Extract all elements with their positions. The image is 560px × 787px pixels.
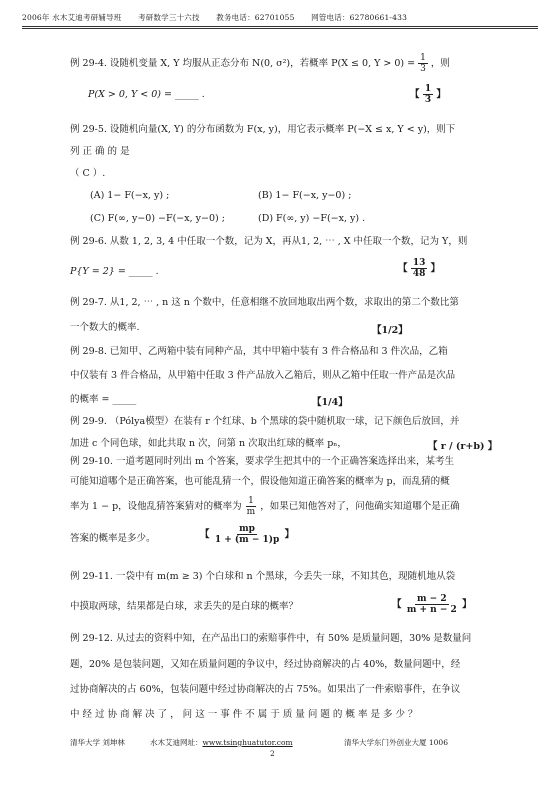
problem-29-5-option-d: (D) F(∞, y) −F(−x, y) . [258, 213, 366, 224]
problem-29-9-answer: 【 r / (r+b) 】 [428, 441, 498, 452]
problem-29-10-line-4: 答案的概率是多少。 [70, 533, 156, 544]
problem-29-9-line-1: 例 29-9. （Pólya模型）在装有 r 个红球、b 个黑球的袋中随机取一球，记下颜色后放回，并 [70, 416, 460, 427]
footer-website: 水木艾迪网址：www.tsinghuatutor.com [150, 738, 293, 747]
problem-29-6-line-1: 例 29-6. 从数 1, 2, 3, 4 中任取一个数，记为 X，再从1, 2, ⋯ , X 中任取一个数，记为 Y，则 [70, 236, 468, 247]
problem-29-7-answer: 【1/2】 [372, 325, 408, 336]
problem-29-5-line-1: 例 29-5. 设随机向量(X, Y) 的分布函数为 F(x, y)，用它表示概率 P(−X ≤ x, Y < y)，则下 [70, 124, 456, 135]
problem-29-4-line-1: 例 29-4. 设随机变量 X, Y 均服从正态分布 N(0, σ²)，若概率 P(X ≤ 0, Y > 0) = $\frac{1}{3}$ ，则 [70, 53, 450, 74]
problem-29-5-option-a: (A) 1− F(−x, y) ; [90, 190, 170, 201]
header-title: 考研数学三十六技 [138, 13, 200, 22]
problem-29-5-option-b: (B) 1− F(−x, y−0) ; [258, 190, 352, 201]
problem-29-6-answer: 【 $\frac{13}{48}$ 】 [398, 258, 441, 279]
problem-29-6-line-2: P{Y = 2} = _____ . [70, 266, 159, 277]
problem-29-11-line-1: 例 29-11. 一袋中有 m(m ≥ 3) 个白球和 n 个黑球，今丢失一球，不知其色，现随机地从袋 [70, 571, 456, 582]
problem-29-10-line-1: 例 29-10. 一道考题同时列出 m 个答案，要求学生把其中的一个正确答案选择出来，某考生 [70, 456, 454, 467]
footer-author: 清华大学 刘坤林 [70, 738, 125, 747]
problem-29-8-answer: 【1/4】 [312, 397, 348, 408]
problem-29-4-answer: 【 $\frac{1}{3}$ 】 [410, 84, 446, 105]
header-course: 2006年 水木艾迪考研辅导班 [22, 13, 122, 22]
header-rule-bottom [22, 28, 538, 29]
problem-29-5-line-3: （ C ）. [70, 168, 106, 179]
problem-29-8-line-2: 中仅装有 3 件合格品，从甲箱中任取 3 件产品放入乙箱后，则从乙箱中任取一件产品是次品 [70, 370, 456, 381]
page-number: 2 [270, 749, 275, 758]
problem-29-12-line-4: 中 经 过 协 商 解 决 了 ， 问 这 一 事 件 不 属 于 质 量 问 题 的 概 率 是 多 少 ？ [70, 709, 418, 720]
problem-29-9-line-2: 加进 c 个同色球，如此共取 n 次，问第 n 次取出红球的概率 pₙ， [70, 438, 347, 449]
header-rule-top [22, 26, 538, 27]
problem-29-10-line-2: 可能知道哪个是正确答案，也可能乱猜一个，假设他知道正确答案的概率为 p，而乱猜的概 [70, 476, 450, 487]
header-phone-1: 教务电话：62701055 [216, 13, 295, 22]
problem-29-5-option-c: (C) F(∞, y−0) −F(−x, y−0) ; [90, 213, 225, 224]
problem-29-10-line-3: 率为 1 − p，设他乱猜答案猜对的概率为 $\frac{1}{m}$ ，如果已知他答对了，问他确实知道哪个是正确 [70, 496, 460, 517]
problem-29-8-line-3: 的概率 = _____ [70, 394, 137, 405]
problem-29-12-line-1: 例 29-12. 从过去的资料中知，在产品出口的索赔事件中，有 50% 是质量问题，30% 是数量问 [70, 633, 472, 644]
problem-29-10-answer: 【 $\frac{mp}{1 + (m - 1)p}$ 】 [200, 524, 295, 545]
header-phone-2: 网管电话：62780661-433 [311, 13, 408, 22]
problem-29-7-line-2: 一个数大的概率. [70, 322, 140, 333]
problem-29-12-line-2: 题，20% 是包装问题，又知在质量问题的争议中，经过协商解决的占 40%，数量问题中，经 [70, 659, 461, 670]
problem-29-11-answer: 【 $\frac{m - 2}{m + n - 2}$ 】 [392, 594, 472, 615]
problem-29-4-line-2: P(X > 0, Y < 0) = _____ . [88, 89, 205, 100]
problem-29-5-line-2: 列 正 确 的 是 [70, 146, 130, 157]
problem-29-11-line-2: 中摸取两球，结果都是白球，求丢失的是白球的概率？ [70, 601, 299, 612]
footer-address: 清华大学东门外创业大厦 1006 [344, 738, 448, 747]
problem-29-12-line-3: 过协商解决的占 60%，包装问题中经过协商解决的占 75%。如果出了一件索赔事件，在争议 [70, 684, 461, 695]
problem-29-7-line-1: 例 29-7. 从1, 2, ⋯ , n 这 n 个数中，任意相继不放回地取出两个数，求取出的第二个数比第 [70, 297, 459, 308]
fraction: $\frac{1}{3}$ [420, 53, 426, 74]
website-link[interactable]: www.tsinghuatutor.com [202, 738, 293, 747]
page-header [22, 12, 538, 23]
problem-29-8-line-1: 例 29-8. 已知甲、乙两箱中装有同种产品，其中甲箱中装有 3 件合格品和 3 件次品，乙箱 [70, 346, 448, 357]
